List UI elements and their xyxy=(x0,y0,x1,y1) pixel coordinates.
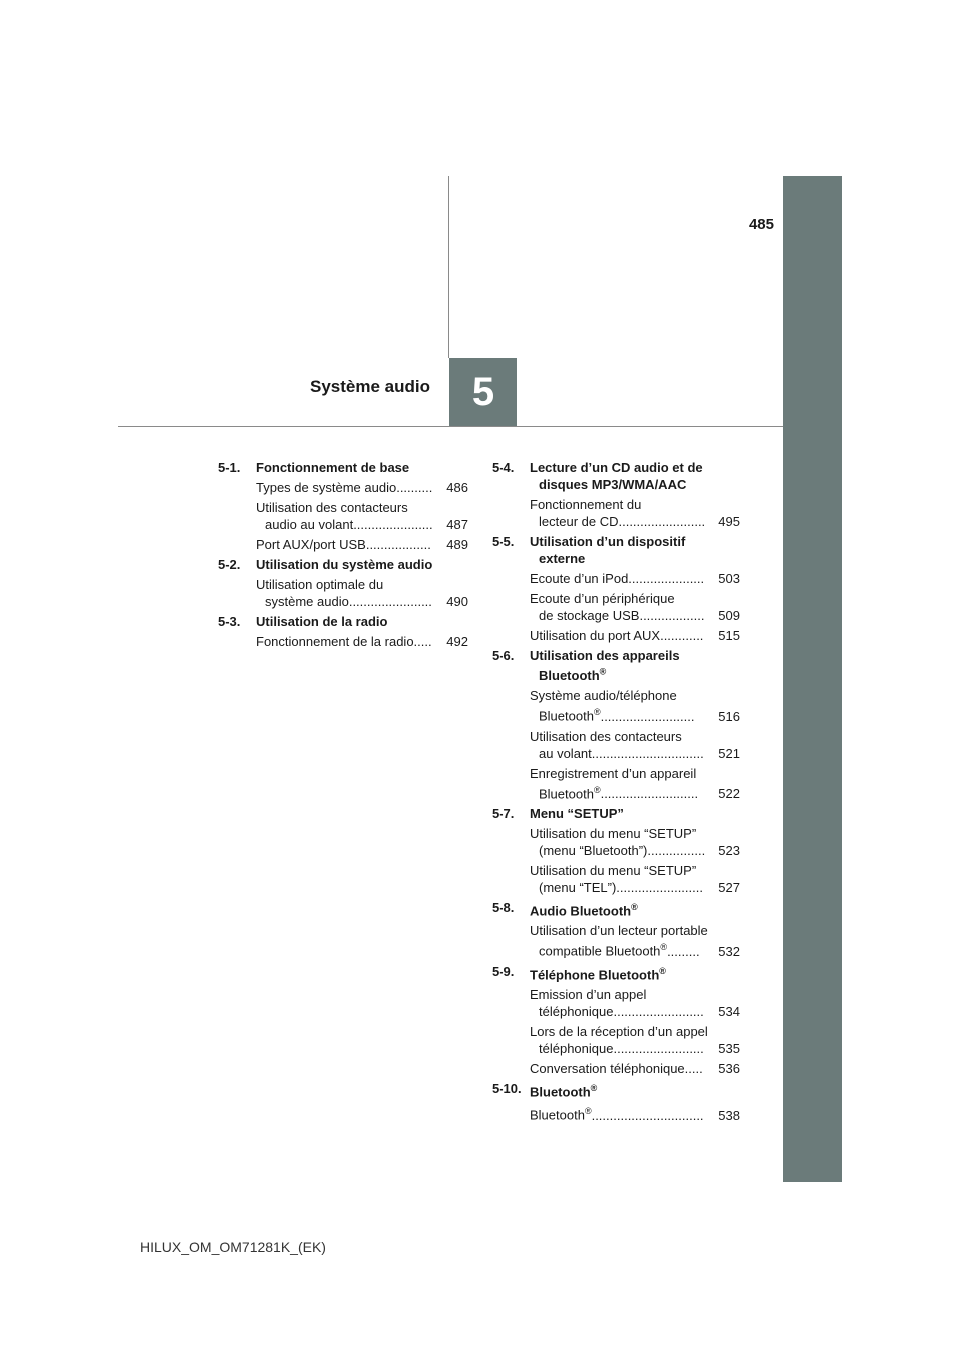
entry-label xyxy=(530,922,716,959)
toc-section xyxy=(492,647,740,802)
leader-dots: ................ xyxy=(647,842,706,858)
section-number: 5-1. xyxy=(218,460,241,475)
entry-label xyxy=(256,633,444,650)
entry-line-1-text: Types de système audio xyxy=(256,480,397,495)
section-title: Utilisation de la radio xyxy=(256,614,388,629)
leader-dots: ...................... xyxy=(353,517,433,532)
leader-dots: ....................... xyxy=(348,594,432,609)
leader-dots: ............................... xyxy=(591,1107,704,1123)
toc-section xyxy=(218,613,468,650)
section-title: Bluetooth® xyxy=(530,1082,598,1100)
entry-page-number: 538 xyxy=(718,1107,740,1123)
entry-label xyxy=(530,1060,716,1077)
entry-line-1-text: Bluetooth® xyxy=(530,1106,592,1123)
entry-page-number: 532 xyxy=(718,943,740,959)
entry-label xyxy=(530,825,716,859)
leader-dots: ..................... xyxy=(628,571,705,586)
entry-line-1: Système audio/téléphone xyxy=(530,688,677,704)
toc-entry[interactable] xyxy=(530,627,740,644)
entry-line-2-text: (menu “Bluetooth”) xyxy=(539,842,648,858)
toc-entry[interactable] xyxy=(530,728,740,762)
section-number: 5-5. xyxy=(492,534,515,549)
entry-line-1: Utilisation d’un lecteur portable xyxy=(530,923,708,939)
entry-line-2-text: Bluetooth® xyxy=(539,784,601,801)
section-heading xyxy=(492,805,740,822)
leader-dots: ........................ xyxy=(618,514,706,529)
section-title: Audio Bluetooth® xyxy=(530,901,638,919)
entry-page-number: 534 xyxy=(718,1003,740,1019)
section-heading xyxy=(492,459,740,493)
entry-label xyxy=(256,576,444,610)
leader-dots: ............................... xyxy=(591,745,704,761)
entry-line-2-text: système audio xyxy=(265,594,349,609)
entry-line-1: Enregistrement d’un appareil xyxy=(530,765,697,781)
section-heading xyxy=(218,556,468,573)
entry-line-2-text: téléphonique xyxy=(539,1040,614,1056)
section-number: 5-7. xyxy=(492,805,515,821)
entry-line-1-text: Utilisation du port AUX xyxy=(530,628,661,643)
entry-line-2 xyxy=(530,842,716,859)
section-heading xyxy=(492,963,740,983)
entry-line-1: Emission d’un appel xyxy=(530,986,647,1002)
entry-label xyxy=(530,1023,716,1057)
entry-page-number: 536 xyxy=(718,1060,740,1076)
toc-section xyxy=(492,899,740,960)
leader-dots: ......................... xyxy=(613,1040,704,1056)
entry-line-2 xyxy=(530,607,716,624)
entry-label xyxy=(530,627,716,644)
section-title: Lecture d’un CD audio et de disques MP3/WMA/AAC xyxy=(530,460,703,492)
toc-entry[interactable] xyxy=(530,1103,740,1123)
toc-left-column xyxy=(218,459,468,653)
chapter-number-box: 5 xyxy=(449,358,517,426)
entry-line-1: Utilisation du menu “SETUP” xyxy=(530,825,697,841)
section-heading xyxy=(492,647,740,684)
entry-label xyxy=(530,496,716,530)
toc-right-column xyxy=(492,459,740,1127)
section-number: 5-2. xyxy=(218,557,241,572)
section-number: 5-8. xyxy=(492,899,515,915)
entry-page-number: 487 xyxy=(446,517,468,532)
toc-entry[interactable] xyxy=(530,496,740,530)
leader-dots: .......................... xyxy=(600,708,695,724)
entry-line-2 xyxy=(530,1040,716,1057)
entry-line-2-text: de stockage USB xyxy=(539,608,640,623)
entry-label xyxy=(530,687,716,724)
entry-page-number: 486 xyxy=(446,480,468,495)
entry-line-1: Ecoute d’un périphérique xyxy=(530,591,675,606)
toc-entry[interactable] xyxy=(530,590,740,624)
section-heading xyxy=(492,1080,740,1100)
toc-entry[interactable] xyxy=(256,479,468,496)
toc-entry[interactable] xyxy=(256,576,468,610)
section-number: 5-10. xyxy=(492,1080,522,1096)
entry-line-2 xyxy=(256,516,444,533)
entry-label xyxy=(530,728,716,762)
entry-page-number: 515 xyxy=(718,628,740,643)
toc-section xyxy=(492,963,740,1077)
section-number: 5-3. xyxy=(218,614,241,629)
entry-line-2 xyxy=(530,513,716,530)
entry-label xyxy=(530,590,716,624)
entry-line-2-text: compatible Bluetooth® xyxy=(539,942,668,959)
entry-line-2-text: audio au volant xyxy=(265,517,354,532)
section-heading xyxy=(218,459,468,476)
section-heading xyxy=(492,899,740,919)
entry-line-1-text: Ecoute d’un iPod xyxy=(530,571,629,586)
leader-dots: .................. xyxy=(639,608,705,623)
entry-page-number: 522 xyxy=(718,785,740,801)
entry-line-2 xyxy=(530,939,716,959)
chapter-side-tab xyxy=(783,176,842,1182)
section-number: 5-4. xyxy=(492,460,515,475)
toc-entry[interactable] xyxy=(530,862,740,896)
chapter-title: Système audio xyxy=(310,377,430,396)
header-horizontal-rule xyxy=(118,426,783,427)
toc-section xyxy=(492,533,740,644)
entry-line-1 xyxy=(530,627,716,644)
toc-entry[interactable] xyxy=(256,536,468,553)
toc-entry[interactable] xyxy=(530,986,740,1020)
page-number: 485 xyxy=(748,216,774,233)
toc-section xyxy=(218,459,468,553)
toc-entry[interactable] xyxy=(530,765,740,802)
entry-page-number: 516 xyxy=(718,708,740,724)
entry-line-1 xyxy=(256,536,444,553)
entry-line-1 xyxy=(256,633,444,650)
leader-dots: ........................... xyxy=(600,785,699,801)
entry-page-number: 527 xyxy=(718,879,740,895)
entry-line-2-text: téléphonique xyxy=(539,1003,614,1019)
entry-line-2 xyxy=(530,704,716,724)
entry-line-1 xyxy=(256,479,444,496)
section-title-continued: disques MP3/WMA/AAC xyxy=(539,477,687,492)
entry-line-2-text: lecteur de CD xyxy=(539,514,619,529)
section-number: 5-9. xyxy=(492,963,515,979)
entry-line-2-text: au volant xyxy=(539,745,592,761)
section-title-continued: externe xyxy=(539,551,586,566)
leader-dots: ..... xyxy=(413,634,432,649)
section-number: 5-6. xyxy=(492,648,515,663)
leader-dots: ........................ xyxy=(616,879,703,895)
section-title: Utilisation des appareils Bluetooth® xyxy=(530,648,680,684)
entry-page-number: 495 xyxy=(718,514,740,529)
entry-line-2 xyxy=(530,1003,716,1020)
leader-dots: ......................... xyxy=(613,1003,704,1019)
entry-label xyxy=(256,536,444,553)
entry-page-number: 509 xyxy=(718,608,740,623)
leader-dots: .................. xyxy=(365,537,431,552)
toc-entry[interactable] xyxy=(530,922,740,959)
section-title: Utilisation du système audio xyxy=(256,557,433,572)
entry-page-number: 503 xyxy=(718,571,740,586)
toc-section xyxy=(492,805,740,896)
entry-page-number: 523 xyxy=(718,842,740,858)
toc-entry[interactable] xyxy=(530,1023,740,1057)
entry-line-1: Utilisation des contacteurs xyxy=(530,728,682,744)
section-title-continued: Bluetooth® xyxy=(539,667,607,684)
leader-dots: ............ xyxy=(660,628,704,643)
entry-label xyxy=(530,570,716,587)
entry-line-2-text: (menu “TEL”) xyxy=(539,879,617,895)
entry-line-2 xyxy=(530,879,716,896)
entry-line-2 xyxy=(530,782,716,802)
toc-entry[interactable] xyxy=(530,570,740,587)
document-code: HILUX_OM_OM71281K_(EK) xyxy=(140,1239,326,1255)
entry-page-number: 489 xyxy=(446,537,468,552)
toc-section xyxy=(492,1080,740,1124)
section-title: Menu “SETUP” xyxy=(530,805,624,821)
section-heading xyxy=(492,533,740,567)
entry-line-1: Utilisation optimale du xyxy=(256,577,384,592)
entry-label xyxy=(256,479,444,496)
entry-line-1: Utilisation du menu “SETUP” xyxy=(530,862,697,878)
entry-label xyxy=(530,765,716,802)
entry-line-2 xyxy=(256,593,444,610)
entry-line-1: Lors de la réception d’un appel xyxy=(530,1023,708,1039)
toc-entry[interactable] xyxy=(256,499,468,533)
entry-label xyxy=(530,862,716,896)
toc-entry[interactable] xyxy=(530,825,740,859)
entry-line-2 xyxy=(530,745,716,762)
leader-dots: .......... xyxy=(396,480,433,495)
section-title: Fonctionnement de base xyxy=(256,460,410,475)
section-heading xyxy=(218,613,468,630)
entry-page-number: 521 xyxy=(718,745,740,761)
entry-line-1-text: Conversation téléphonique xyxy=(530,1060,685,1076)
leader-dots: ..... xyxy=(684,1060,703,1076)
entry-line-1 xyxy=(530,1060,716,1077)
entry-page-number: 490 xyxy=(446,594,468,609)
entry-line-1-text: Fonctionnement de la radio xyxy=(256,634,414,649)
entry-line-1 xyxy=(530,570,716,587)
toc-entry[interactable] xyxy=(256,633,468,650)
entry-line-2-text: Bluetooth® xyxy=(539,707,601,724)
entry-page-number: 492 xyxy=(446,634,468,649)
toc-section xyxy=(492,459,740,530)
entry-line-1-text: Port AUX/port USB xyxy=(256,537,366,552)
toc-entry[interactable] xyxy=(530,1060,740,1077)
toc-section xyxy=(218,556,468,610)
entry-line-1: Utilisation des contacteurs xyxy=(256,500,408,515)
leader-dots: ......... xyxy=(667,943,700,959)
toc-entry[interactable] xyxy=(530,687,740,724)
entry-label xyxy=(256,499,444,533)
entry-line-1: Fonctionnement du xyxy=(530,497,642,512)
header-vertical-rule xyxy=(448,176,449,358)
entry-label xyxy=(530,986,716,1020)
entry-page-number: 535 xyxy=(718,1040,740,1056)
entry-label xyxy=(530,1103,716,1123)
section-title: Téléphone Bluetooth® xyxy=(530,965,666,982)
section-title: Utilisation d’un dispositif externe xyxy=(530,534,686,566)
entry-line-1 xyxy=(530,1103,716,1123)
